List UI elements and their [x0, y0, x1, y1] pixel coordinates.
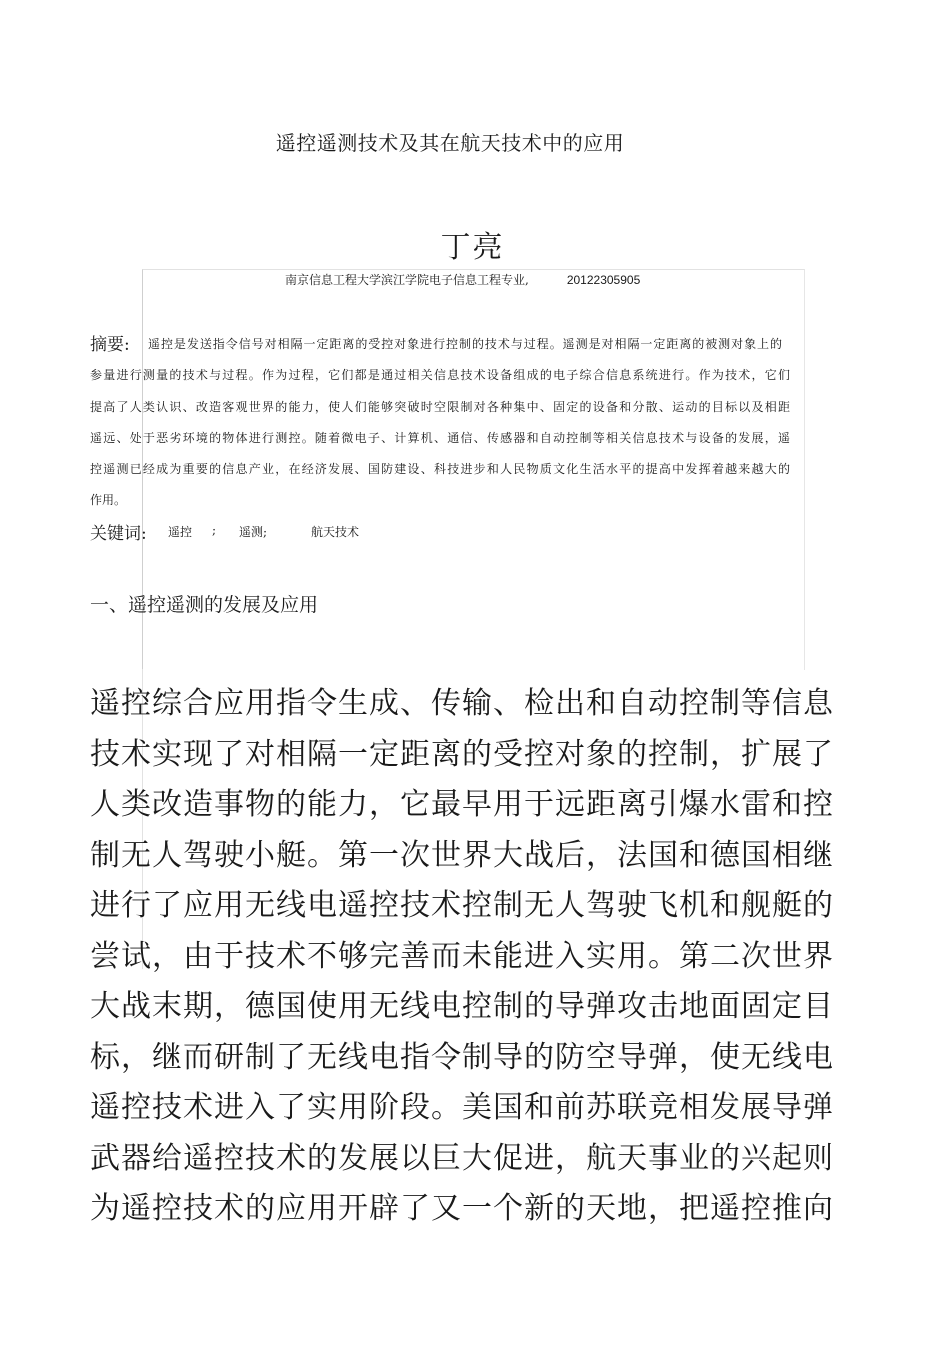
body-text-line: 标，继而研制了无线电指令制导的防空导弹，使无线电: [90, 1040, 834, 1075]
abstract-line: 遥控是发送指令信号对相隔一定距离的受控对象进行控制的技术与过程。遥测是对相隔一定距离的被测对象上的: [148, 337, 782, 351]
body-text-line: 为遥控技术的应用开辟了又一个新的天地，把遥控推向: [90, 1191, 834, 1226]
abstract-line: 遥远、处于恶劣环境的物体进行测控。随着微电子、计算机、通信、传感器和自动控制等相关信息技术与设备的发展，遥: [90, 431, 790, 445]
keyword-separator: ;: [212, 523, 217, 537]
keyword-item: 遥控: [168, 525, 193, 539]
affiliation-institution: 南京信息工程大学滨江学院电子信息工程专业,: [285, 273, 529, 287]
body-text-line: 遥控技术进入了实用阶段。美国和前苏联竞相发展导弹: [90, 1090, 834, 1125]
document-title: 遥控遥测技术及其在航天技术中的应用: [275, 131, 625, 155]
abstract-label: 摘要:: [90, 335, 130, 355]
keyword-item: 遥测;: [239, 525, 268, 539]
body-text-line: 进行了应用无线电遥控技术控制无人驾驶飞机和舰艇的: [90, 888, 834, 923]
body-text-line: 人类改造事物的能力，它最早用于远距离引爆水雷和控: [90, 787, 834, 822]
body-text-line: 遥控综合应用指令生成、传输、检出和自动控制等信息: [90, 686, 834, 721]
student-id: 20122305905: [566, 273, 641, 287]
body-text-line: 制无人驾驶小艇。第一次世界大战后，法国和德国相继: [90, 838, 834, 873]
abstract-line: 提高了人类认识、改造客观世界的能力，使人们能够突破时空限制对各种集中、固定的设备和分散、运动的目标以及相距: [90, 400, 790, 414]
body-text-line: 尝试，由于技术不够完善而未能进入实用。第二次世界: [90, 939, 834, 974]
abstract-line: 控遥测已经成为重要的信息产业，在经济发展、国防建设、科技进步和人民物质文化生活水平的提高中发挥着越来越大的: [90, 462, 790, 476]
abstract-line: 参量进行测量的技术与过程。作为过程，它们都是通过相关信息技术设备组成的电子综合信息系统进行。作为技术，它们: [90, 368, 790, 382]
affiliation: [285, 271, 640, 288]
author-name: 丁亮: [440, 230, 505, 265]
body-text-line: 大战末期，德国使用无线电控制的导弹攻击地面固定目: [90, 989, 834, 1024]
keywords-label: 关键词:: [90, 524, 147, 544]
body-text-line: 技术实现了对相隔一定距离的受控对象的控制，扩展了: [90, 737, 834, 772]
section-heading: 一、遥控遥测的发展及应用: [90, 594, 319, 616]
abstract-line: 作用。: [90, 493, 127, 507]
body-text-line: 武器给遥控技术的发展以巨大促进，航天事业的兴起则: [90, 1141, 834, 1176]
keyword-item: 航天技术: [311, 525, 360, 539]
